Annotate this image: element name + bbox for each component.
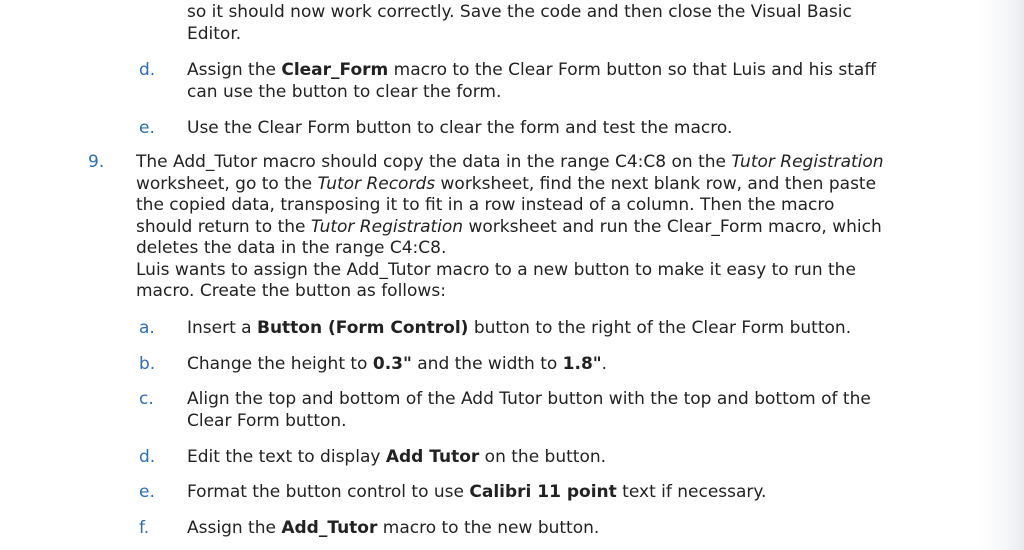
step-8c-continuation [187,2,852,45]
text-run: macro to the Clear Form button so that Luis and his staff [388,60,877,80]
step-9d [187,447,606,469]
text-line: macro. Create the button as follows: [136,281,446,301]
text-line: Use the Clear Form button to clear the form and test the macro. [187,118,733,138]
step-8d [187,60,876,103]
text-run: Edit the text to display [187,447,386,467]
text-run: worksheet, find the next blank row, and then paste [435,173,877,194]
text-run: Assign the [187,60,282,80]
step-9c [187,389,871,432]
text-line: Clear Form button. [187,410,347,431]
text-run: . [601,354,608,374]
text-line [187,482,766,504]
bold-font-spec: Calibri 11 point [469,482,617,502]
text-run: Assign the [187,518,282,538]
step-9 [136,152,884,303]
text-line: Luis wants to assign the Add_Tutor macro to a new button to make it easy to run the [136,259,856,280]
italic-sheet-name: Tutor Records [317,173,436,194]
list-marker-9b: b. [139,354,156,374]
text-line: can use the button to clear the form. [187,81,502,102]
text-line [187,60,876,82]
text-line: so it should now work correctly. Save the code and then close the Visual Basic [187,2,852,22]
text-line: Editor. [187,23,242,44]
step-8e [187,118,732,140]
text-line [187,518,599,540]
step-9a [187,318,851,340]
list-marker-9d: d. [139,447,156,467]
list-marker-9e: e. [139,482,155,502]
text-run: macro to the new button. [377,518,600,538]
text-run: Change the height to [187,354,373,374]
bold-macro-name: Add_Tutor [281,518,378,538]
text-line [136,152,884,174]
bold-width-value: 1.8" [562,354,602,374]
list-marker-9f: f. [139,518,150,538]
text-run: The Add_Tutor macro should copy the data in the range C4:C8 on the [136,152,732,172]
step-9e [187,482,766,504]
italic-sheet-name: Tutor Registration [731,152,884,172]
italic-sheet-name: Tutor Registration [310,216,464,237]
list-marker-8e: e. [139,118,155,138]
text-line [136,217,884,239]
bold-macro-name: Clear_Form [281,60,389,80]
text-run: Insert a [187,318,257,338]
list-marker-9a: a. [139,318,155,338]
list-marker-8d: d. [139,60,156,80]
step-9b [187,354,607,376]
text-run: should return to the [136,216,311,237]
bold-control-name: Button (Form Control) [256,318,469,338]
text-run: Format the button control to use [187,482,470,502]
bold-button-text: Add Tutor [385,447,480,467]
text-line [187,318,851,340]
bold-height-value: 0.3" [372,354,412,374]
step-9f [187,518,599,540]
text-run: worksheet and run the Clear_Form macro, which [463,216,882,237]
text-line: Align the top and bottom of the Add Tutor button with the top and bottom of the [187,389,871,409]
text-run: text if necessary. [616,482,767,502]
list-marker-9c: c. [139,389,154,409]
text-run: on the button. [479,447,607,467]
page-edge-shadow [978,0,1024,550]
text-line [187,354,607,376]
text-line [187,447,606,469]
text-run: button to the right of the Clear Form button. [468,318,852,338]
text-run: worksheet, go to the [136,173,318,194]
text-line: deletes the data in the range C4:C8. [136,238,447,258]
text-run: and the width to [411,354,563,374]
text-line: the copied data, transposing it to fit in a row instead of a column. Then the macro [136,195,835,215]
list-marker-9: 9. [88,152,105,172]
text-line [136,174,884,196]
